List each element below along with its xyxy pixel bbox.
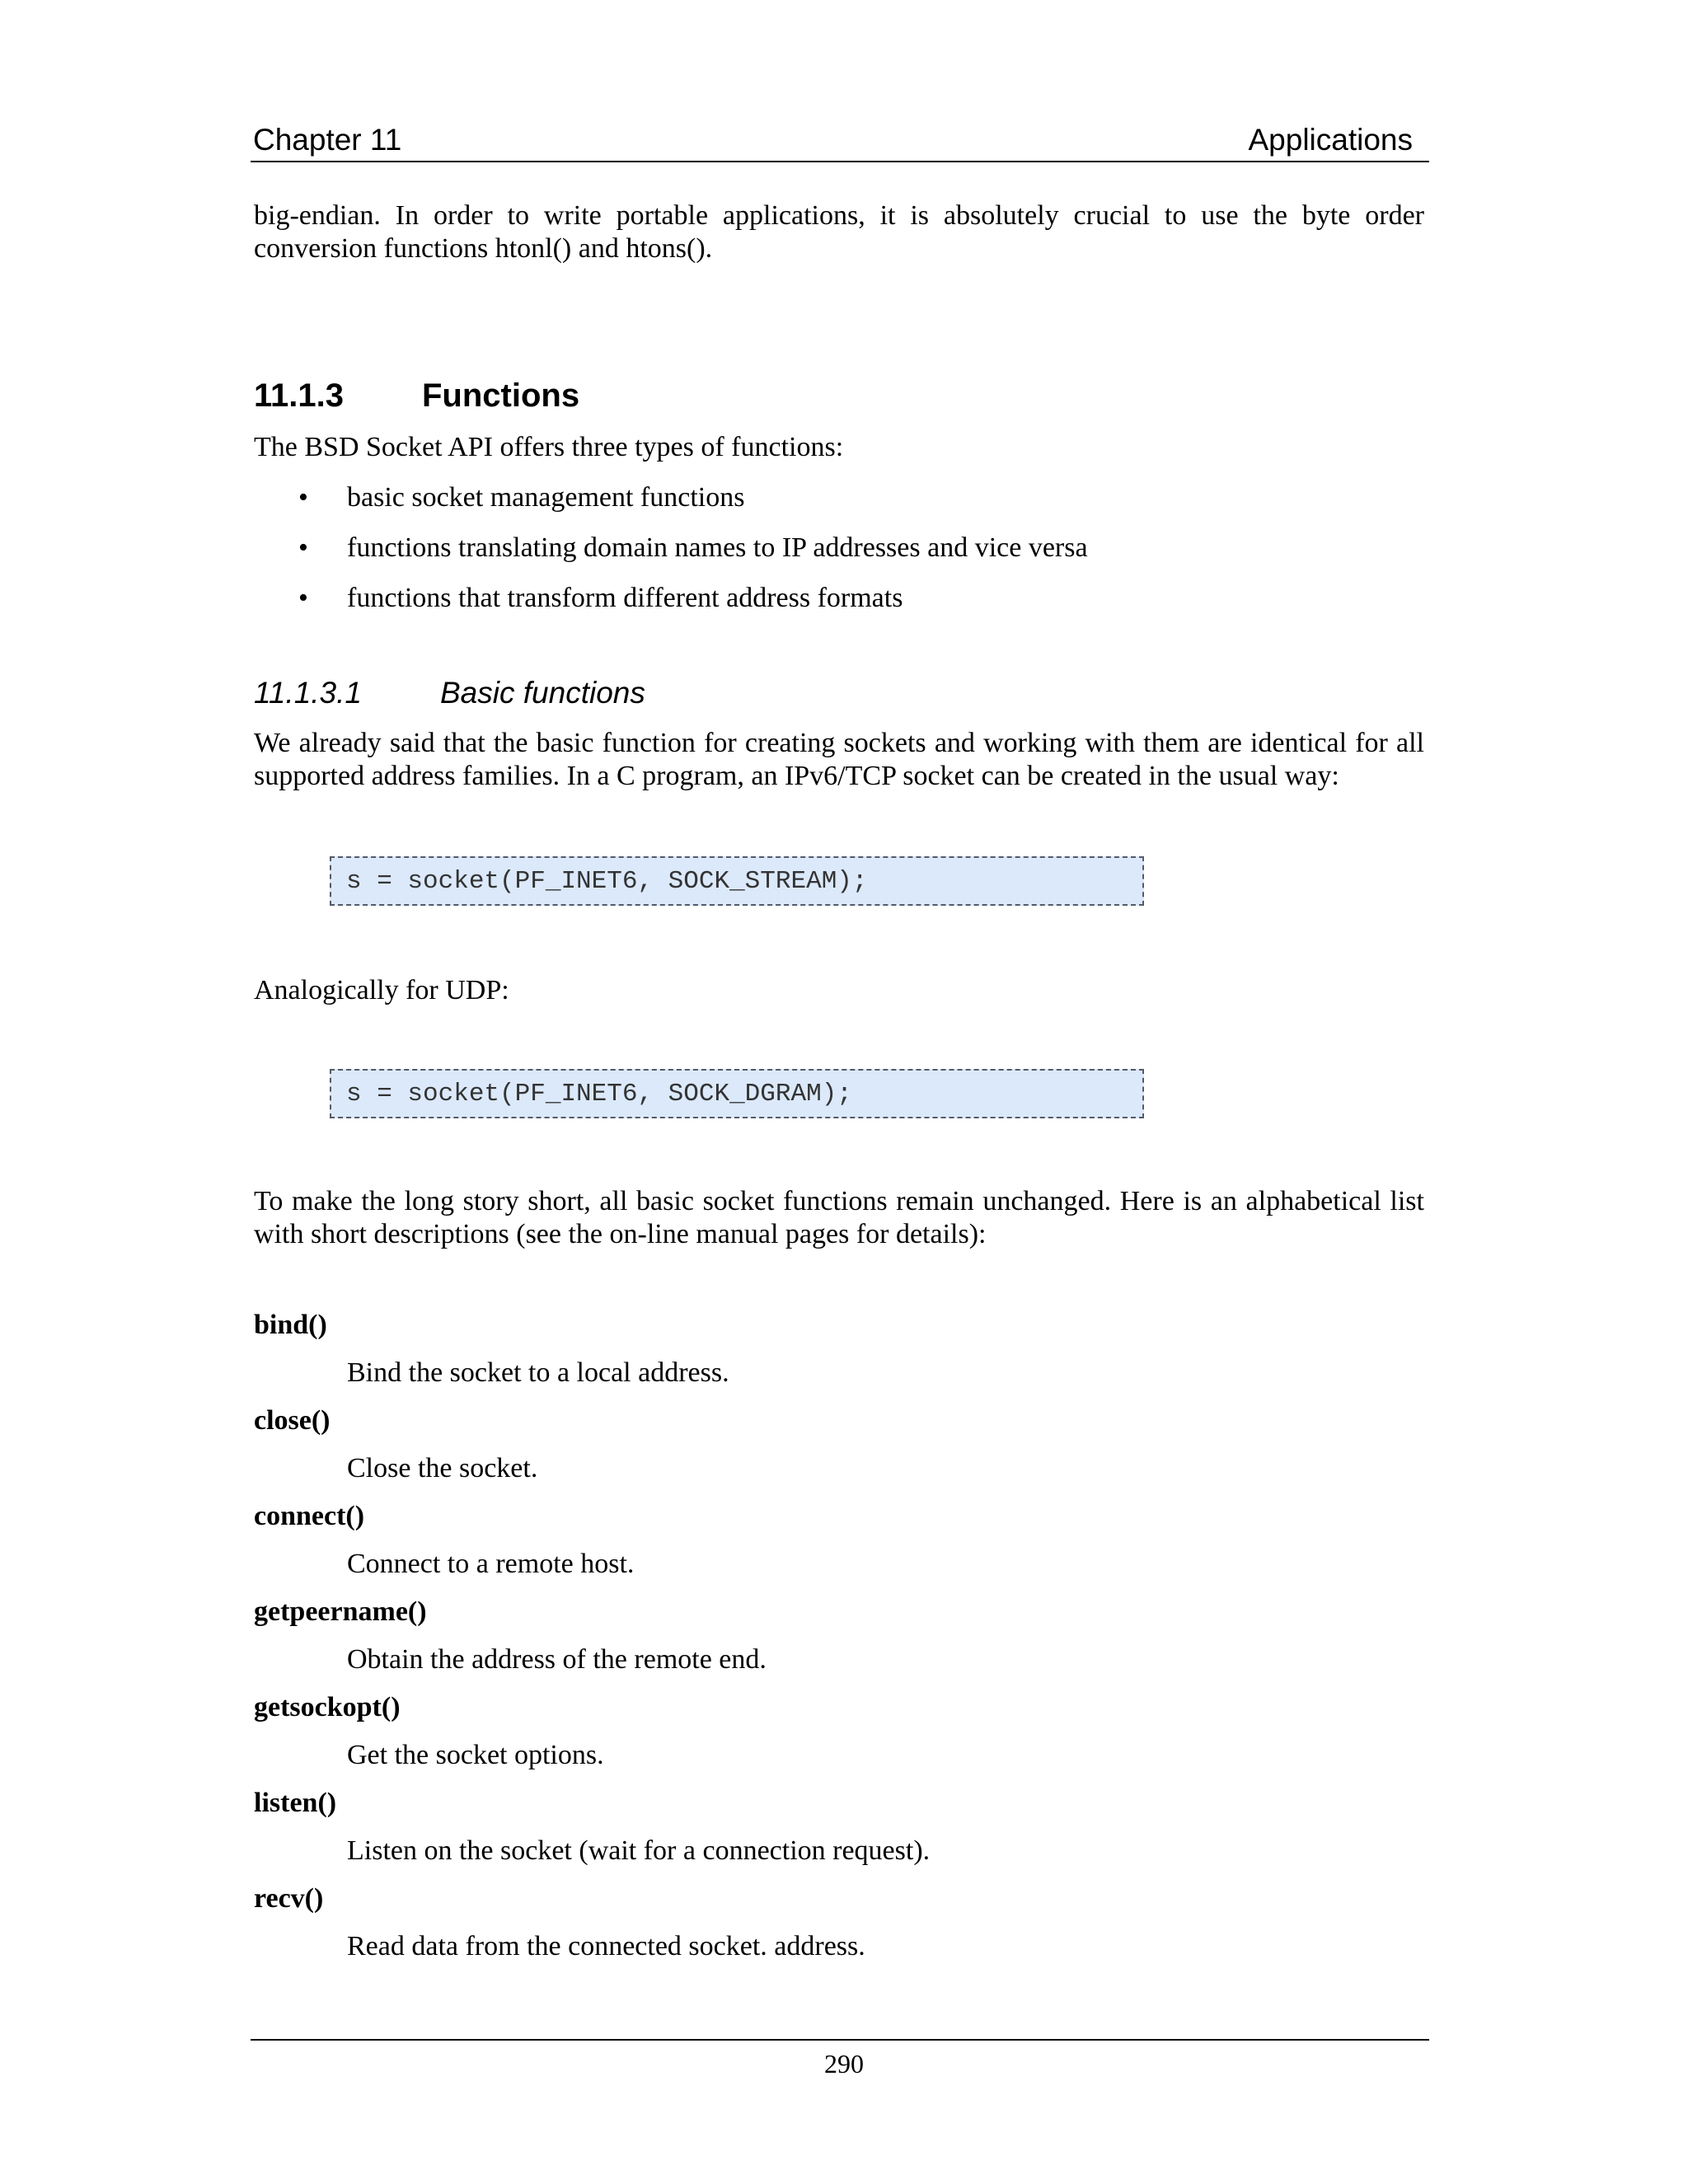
function-description: Read data from the connected socket. address. (347, 1931, 865, 1961)
function-entry (254, 1500, 1424, 1596)
code-block-tcp (330, 856, 1144, 906)
summary-paragraph: To make the long story short, all basic socket functions remain unchanged. Here is an alphabetical list with short descriptions (see the on-line manual pages for details): (254, 1186, 1424, 1249)
function-description: Close the socket. (347, 1453, 538, 1483)
function-entry (254, 1882, 1424, 1978)
function-entry (254, 1404, 1424, 1500)
function-entry (254, 1787, 1424, 1882)
function-name: bind() (254, 1310, 327, 1340)
udp-paragraph: Analogically for UDP: (254, 975, 509, 1005)
header-section: Applications (1248, 123, 1413, 157)
function-name: connect() (254, 1501, 365, 1531)
subsection-title: Basic functions (440, 676, 645, 710)
bullet-icon: • (298, 482, 308, 513)
section-title: Functions (422, 377, 580, 414)
list-item (254, 481, 1424, 532)
code-block-udp (330, 1069, 1144, 1118)
list-item-text: basic socket management functions (347, 482, 745, 513)
function-name: close() (254, 1405, 331, 1436)
running-header (251, 120, 1421, 160)
code-line-tcp: s = socket(PF_INET6, SOCK_STREAM); (346, 867, 868, 896)
subsection-paragraph: We already said that the basic function for creating sockets and working with them are identical for all supported address families. In a C program, an IPv6/TCP socket can be created in the usual way: (254, 728, 1424, 791)
bullet-icon: • (298, 532, 308, 563)
list-item (254, 532, 1424, 582)
function-description: Bind the socket to a local address. (347, 1357, 729, 1388)
function-entry (254, 1309, 1424, 1404)
section-number: 11.1.3 (254, 377, 345, 414)
section-intro: The BSD Socket API offers three types of functions: (254, 432, 844, 462)
list-item-text: functions that transform different address formats (347, 583, 903, 613)
function-name: getsockopt() (254, 1692, 401, 1722)
function-name: getpeername() (254, 1596, 427, 1627)
intro-paragraph: big-endian. In order to write portable applications, it is absolutely crucial to use the byte order conversion functions htonl() and htons(). (254, 200, 1424, 264)
list-item-text: functions translating domain names to IP addresses and vice versa (347, 532, 1088, 563)
code-line-udp: s = socket(PF_INET6, SOCK_DGRAM); (346, 1080, 852, 1108)
header-chapter: Chapter 11 (253, 123, 402, 157)
list-item (254, 582, 1424, 632)
header-rule (251, 161, 1429, 162)
footer-rule (251, 2039, 1429, 2041)
function-name: recv() (254, 1883, 324, 1914)
function-description: Get the socket options. (347, 1740, 604, 1770)
function-entry (254, 1596, 1424, 1691)
function-name: listen() (254, 1788, 337, 1818)
function-definition-list (254, 1309, 1424, 1978)
bullet-icon: • (298, 583, 308, 613)
function-types-list (254, 481, 1424, 632)
subsection-number: 11.1.3.1 (254, 676, 362, 710)
function-entry (254, 1691, 1424, 1787)
function-description: Listen on the socket (wait for a connection request). (347, 1835, 931, 1866)
page-number: 290 (824, 2049, 864, 2079)
function-description: Obtain the address of the remote end. (347, 1644, 767, 1675)
function-description: Connect to a remote host. (347, 1549, 635, 1579)
